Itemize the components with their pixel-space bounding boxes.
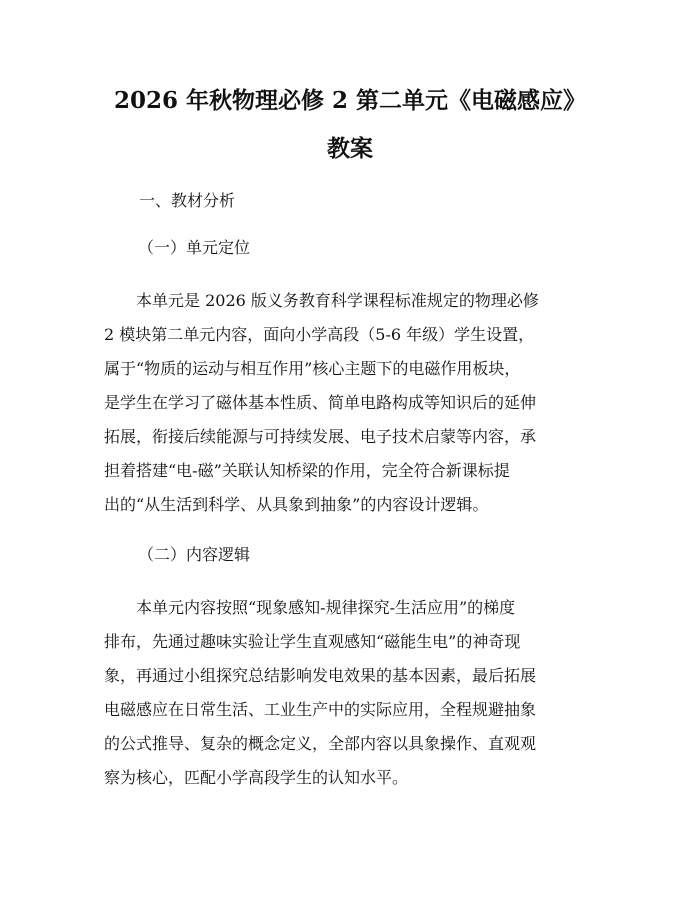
paragraph-line: 本单元是 2026 版义务教育科学课程标准规定的物理必修	[104, 291, 539, 310]
document-title-line-1: 2026 年秋物理必修 2 第二单元《电磁感应》	[113, 87, 587, 114]
paragraph-line: 电磁感应在日常生活、工业生产中的实际应用，全程规避抽象	[104, 700, 537, 719]
paragraph-unit-positioning	[104, 284, 596, 522]
paragraph-line: 出的“从生活到科学、从具象到抽象”的内容设计逻辑。	[104, 495, 489, 514]
paragraph-line: 本单元内容按照“现象感知-规律探究-生活应用”的梯度	[104, 598, 516, 617]
paragraph-line: 属于“物质的运动与相互作用”核心主题下的电磁作用板块，	[104, 359, 521, 378]
paragraph-line: 的公式推导、复杂的概念定义，全部内容以具象操作、直观观	[104, 734, 537, 753]
paragraph-line: 担着搭建“电-磁”关联认知桥梁的作用，完全符合新课标提	[104, 461, 510, 480]
document-title-line-2: 教案	[327, 135, 373, 162]
section-heading: 一、教材分析	[139, 191, 236, 210]
paragraph-line: 察为核心，匹配小学高段学生的认知水平。	[104, 768, 409, 787]
paragraph-line: 拓展，衔接后续能源与可持续发展、电子技术启蒙等内容，承	[104, 427, 537, 446]
subsection-heading-2: （二）内容逻辑	[138, 545, 251, 564]
paragraph-line: 2 模块第二单元内容，面向小学高段（5-6 年级）学生设置，	[104, 325, 535, 344]
paragraph-line: 排布，先通过趣味实验让学生直观感知“磁能生电”的神奇现	[104, 632, 521, 651]
paragraph-content-logic	[104, 591, 596, 795]
paragraph-line: 是学生在学习了磁体基本性质、简单电路构成等知识后的延伸	[104, 393, 537, 412]
subsection-heading-1: （一）单元定位	[138, 238, 251, 257]
paragraph-line: 象，再通过小组探究总结影响发电效果的基本因素，最后拓展	[104, 666, 537, 685]
